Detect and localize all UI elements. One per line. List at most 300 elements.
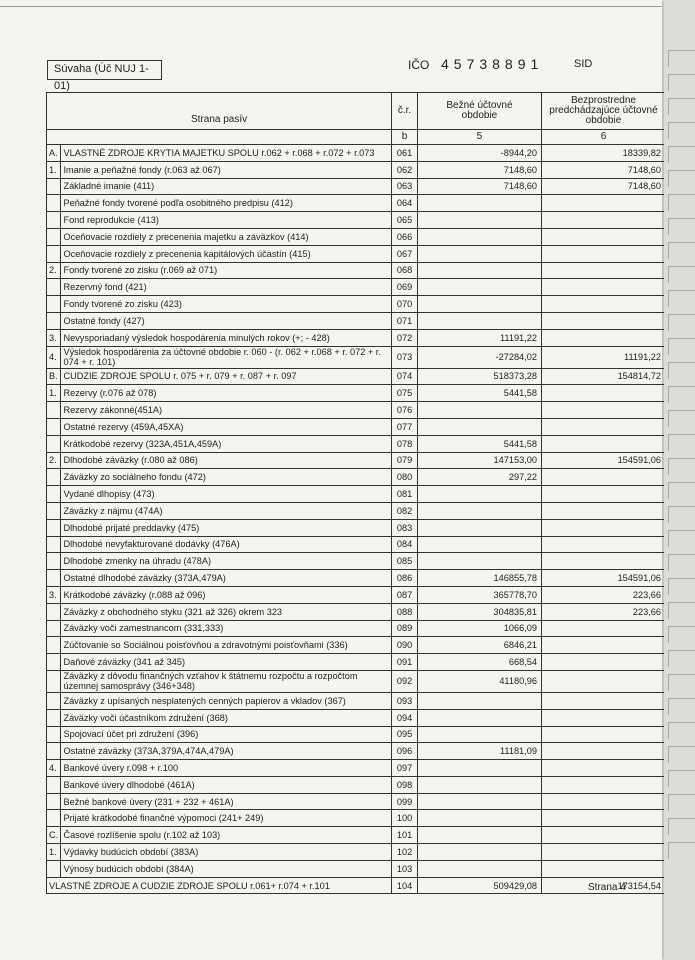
row-number: 095: [392, 726, 418, 743]
row-section: 3.: [47, 586, 61, 603]
row-description: Záväzky voči zamestnancom (331,333): [61, 620, 392, 637]
table-row: [47, 860, 666, 877]
row-previous-value: [541, 262, 665, 279]
row-number: 097: [392, 760, 418, 777]
liabilities-table: [46, 92, 666, 894]
row-section: [47, 502, 61, 519]
row-number: 069: [392, 279, 418, 296]
adjacent-page-cell: [668, 386, 695, 403]
row-previous-value: [541, 760, 665, 777]
row-current-value: 365778,70: [417, 586, 541, 603]
row-section: [47, 486, 61, 503]
row-number: 070: [392, 296, 418, 313]
row-section: [47, 195, 61, 212]
row-previous-value: [541, 329, 665, 346]
row-section: [47, 469, 61, 486]
adjacent-page-cell: [668, 698, 695, 715]
col-header-previous-period: Bezprostredne predchádzajúce účtovné obdobie: [541, 93, 665, 130]
adjacent-page-cell: [668, 554, 695, 571]
adjacent-page-cell: [668, 98, 695, 115]
row-description: Prijaté krátkodobé finančné výpomoci (241+ 249): [61, 810, 392, 827]
row-description: Fondy tvorené zo zisku (423): [61, 296, 392, 313]
row-number: 103: [392, 860, 418, 877]
row-previous-value: [541, 502, 665, 519]
row-previous-value: 18339,82: [541, 145, 665, 162]
adjacent-page-cell: [668, 794, 695, 811]
row-section: [47, 402, 61, 419]
row-number: 072: [392, 329, 418, 346]
table-row: [47, 296, 666, 313]
sid-label: SID: [574, 58, 593, 70]
row-current-value: -8944,20: [417, 145, 541, 162]
row-section: 1.: [47, 385, 61, 402]
row-section: [47, 860, 61, 877]
table-row: [47, 827, 666, 844]
row-previous-value: 154591,06: [541, 452, 665, 469]
row-number: 091: [392, 654, 418, 671]
table-row: [47, 692, 666, 709]
row-section: [47, 692, 61, 709]
row-previous-value: [541, 195, 665, 212]
table-row: [47, 654, 666, 671]
row-previous-value: 154814,72: [541, 368, 665, 385]
row-previous-value: [541, 435, 665, 452]
row-previous-value: [541, 654, 665, 671]
row-section: [47, 654, 61, 671]
table-row: [47, 435, 666, 452]
adjacent-page-cell: [668, 746, 695, 763]
row-previous-value: [541, 212, 665, 229]
row-section: [47, 435, 61, 452]
row-previous-value: [541, 670, 665, 692]
row-number: 098: [392, 776, 418, 793]
adjacent-page-cell: [668, 410, 695, 427]
row-number: 079: [392, 452, 418, 469]
row-section: [47, 553, 61, 570]
row-section: [47, 212, 61, 229]
row-current-value: [417, 844, 541, 861]
row-section: 1.: [47, 844, 61, 861]
row-number: 102: [392, 844, 418, 861]
row-number: 080: [392, 469, 418, 486]
row-previous-value: [541, 312, 665, 329]
adjacent-page-cell: [668, 218, 695, 235]
sub-header-current: 5: [417, 130, 541, 145]
row-current-value: [417, 195, 541, 212]
row-number: 075: [392, 385, 418, 402]
table-row: [47, 368, 666, 385]
table-row: [47, 810, 666, 827]
row-current-value: 668,54: [417, 654, 541, 671]
table-row: [47, 502, 666, 519]
adjacent-page-cell: [668, 338, 695, 355]
row-section: B.: [47, 368, 61, 385]
table-row: [47, 402, 666, 419]
row-description: Rezervy zákonné(451A): [61, 402, 392, 419]
row-previous-value: 223,66: [541, 586, 665, 603]
row-previous-value: [541, 810, 665, 827]
row-current-value: [417, 312, 541, 329]
row-current-value: [417, 860, 541, 877]
adjacent-page-cell: [668, 290, 695, 307]
table-row: [47, 418, 666, 435]
row-description: Fondy tvorené zo zisku (r.069 až 071): [61, 262, 392, 279]
sub-header-row-number: b: [392, 130, 418, 145]
row-number: 078: [392, 435, 418, 452]
table-row: [47, 145, 666, 162]
row-current-value: 7148,60: [417, 178, 541, 195]
row-section: [47, 709, 61, 726]
row-description: Krátkodobé záväzky (r.088 až 096): [61, 586, 392, 603]
row-section: 1.: [47, 161, 61, 178]
row-description: Spojovací účet pri združení (396): [61, 726, 392, 743]
row-description: Výdavky budúcich období (383A): [61, 844, 392, 861]
row-section: [47, 279, 61, 296]
table-row: [47, 346, 666, 368]
table-row: [47, 312, 666, 329]
table-row: [47, 637, 666, 654]
row-section: 4.: [47, 760, 61, 777]
row-current-value: 7148,60: [417, 161, 541, 178]
table-row: [47, 743, 666, 760]
table-row: [47, 486, 666, 503]
row-number: 083: [392, 519, 418, 536]
total-previous: 173154,54: [541, 877, 665, 894]
row-section: A.: [47, 145, 61, 162]
ico-value: 45738891: [441, 56, 544, 72]
row-description: Vydané dlhopisy (473): [61, 486, 392, 503]
row-current-value: [417, 279, 541, 296]
row-number: 092: [392, 670, 418, 692]
row-current-value: [417, 418, 541, 435]
adjacent-page-cell: [668, 50, 695, 67]
row-description: Dlhodobé prijaté preddavky (475): [61, 519, 392, 536]
row-section: [47, 519, 61, 536]
row-number: 082: [392, 502, 418, 519]
row-previous-value: [541, 519, 665, 536]
row-description: CUDZIE ZDROJE SPOLU r. 075 + r. 079 + r. 087 + r. 097: [61, 368, 392, 385]
adjacent-page-cell: [668, 146, 695, 163]
row-number: 077: [392, 418, 418, 435]
table-row: [47, 469, 666, 486]
table-row: [47, 262, 666, 279]
total-current: 509429,08: [417, 877, 541, 894]
row-number: 071: [392, 312, 418, 329]
row-section: [47, 245, 61, 262]
table-row: [47, 726, 666, 743]
row-previous-value: [541, 402, 665, 419]
row-current-value: [417, 212, 541, 229]
row-description: Rezervný fond (421): [61, 279, 392, 296]
table-row: [47, 228, 666, 245]
table-row: [47, 519, 666, 536]
adjacent-page-cell: [668, 314, 695, 331]
row-number: 066: [392, 228, 418, 245]
row-current-value: [417, 810, 541, 827]
row-description: Výsledok hospodárenia za účtovné obdobie r. 060 - (r. 062 + r.068 + r. 072 + r. 074 + r. 101): [61, 346, 392, 368]
table-row: [47, 586, 666, 603]
table-row: [47, 245, 666, 262]
row-number: 067: [392, 245, 418, 262]
adjacent-page-cell: [668, 242, 695, 259]
row-number: 093: [392, 692, 418, 709]
row-current-value: 146855,78: [417, 570, 541, 587]
adjacent-page-cell: [668, 506, 695, 523]
row-section: 4.: [47, 346, 61, 368]
row-number: 076: [392, 402, 418, 419]
row-number: 061: [392, 145, 418, 162]
row-section: [47, 810, 61, 827]
row-current-value: [417, 760, 541, 777]
row-section: C.: [47, 827, 61, 844]
row-number: 089: [392, 620, 418, 637]
table-row: [47, 329, 666, 346]
row-previous-value: 7148,60: [541, 161, 665, 178]
row-current-value: 147153,00: [417, 452, 541, 469]
row-section: [47, 178, 61, 195]
row-current-value: [417, 296, 541, 313]
row-current-value: [417, 776, 541, 793]
row-previous-value: [541, 860, 665, 877]
row-description: Rezervy (r.076 až 078): [61, 385, 392, 402]
col-header-description: Strana pasív: [47, 93, 392, 130]
row-previous-value: [541, 793, 665, 810]
total-description: VLASTNÉ ZDROJE A CUDZIE ZDROJE SPOLU r.061+ r.074 + r.101: [47, 877, 392, 894]
table-row: [47, 709, 666, 726]
row-current-value: [417, 793, 541, 810]
row-description: Krátkodobé rezervy (323A,451A,459A): [61, 435, 392, 452]
row-section: [47, 620, 61, 637]
row-previous-value: [541, 486, 665, 503]
adjacent-page-cell: [668, 266, 695, 283]
table-body: [47, 145, 666, 878]
row-description: Bankové úvery r.098 + r.100: [61, 760, 392, 777]
row-previous-value: 223,66: [541, 603, 665, 620]
row-section: [47, 793, 61, 810]
table-row: [47, 279, 666, 296]
row-description: Dlhodobé nevyfakturované dodávky (476A): [61, 536, 392, 553]
row-number: 081: [392, 486, 418, 503]
row-number: 096: [392, 743, 418, 760]
ico-label: IČO: [408, 58, 430, 72]
row-current-value: 1066,09: [417, 620, 541, 637]
row-section: 2.: [47, 262, 61, 279]
row-previous-value: [541, 692, 665, 709]
row-current-value: [417, 245, 541, 262]
table-row: [47, 603, 666, 620]
table-row: [47, 776, 666, 793]
row-number: 074: [392, 368, 418, 385]
row-description: Záväzky zo sociálneho fondu (472): [61, 469, 392, 486]
row-description: Výnosy budúcich období (384A): [61, 860, 392, 877]
row-description: Ostatné dlhodobé záväzky (373A,479A): [61, 570, 392, 587]
row-current-value: [417, 726, 541, 743]
row-previous-value: [541, 620, 665, 637]
row-previous-value: [541, 553, 665, 570]
row-previous-value: 154591,06: [541, 570, 665, 587]
table-row: [47, 536, 666, 553]
adjacent-page-cell: [668, 434, 695, 451]
row-previous-value: [541, 536, 665, 553]
adjacent-page-cell: [668, 674, 695, 691]
table-row-total: [47, 877, 666, 894]
row-description: Ostatné záväzky (373A,379A,474A,479A): [61, 743, 392, 760]
adjacent-page-cell: [668, 530, 695, 547]
row-previous-value: [541, 279, 665, 296]
adjacent-page-cell: [668, 722, 695, 739]
row-current-value: 11191,22: [417, 329, 541, 346]
row-current-value: 6846,21: [417, 637, 541, 654]
adjacent-page-cell: [668, 194, 695, 211]
row-current-value: 41180,96: [417, 670, 541, 692]
row-section: [47, 228, 61, 245]
adjacent-page-cell: [668, 818, 695, 835]
row-section: 2.: [47, 452, 61, 469]
row-current-value: [417, 709, 541, 726]
adjacent-page-cell: [668, 602, 695, 619]
table-row: [47, 793, 666, 810]
table-row: [47, 385, 666, 402]
row-number: 062: [392, 161, 418, 178]
table-row: [47, 670, 666, 692]
row-description: Bankové úvery dlhodobé (461A): [61, 776, 392, 793]
row-description: Imanie a peňažné fondy (r.063 až 067): [61, 161, 392, 178]
row-section: [47, 637, 61, 654]
row-description: Záväzky z obchodného styku (321 až 326) okrem 323: [61, 603, 392, 620]
row-current-value: 518373,28: [417, 368, 541, 385]
col-header-row-number: č.r.: [392, 93, 418, 130]
table-row: [47, 760, 666, 777]
row-previous-value: [541, 776, 665, 793]
row-description: Základné imanie (411): [61, 178, 392, 195]
row-description: Nevysporiadaný výsledok hospodárenia minulých rokov (+; - 428): [61, 329, 392, 346]
adjacent-page-cell: [668, 626, 695, 643]
row-section: [47, 776, 61, 793]
row-description: Ostatné fondy (427): [61, 312, 392, 329]
table-row: [47, 195, 666, 212]
row-previous-value: [541, 743, 665, 760]
row-previous-value: [541, 228, 665, 245]
row-previous-value: [541, 385, 665, 402]
row-current-value: [417, 402, 541, 419]
row-previous-value: [541, 469, 665, 486]
table-row: [47, 620, 666, 637]
row-description: Dlhodobé zmenky na úhradu (478A): [61, 553, 392, 570]
row-section: [47, 418, 61, 435]
row-previous-value: [541, 726, 665, 743]
table-row: [47, 212, 666, 229]
table-row: [47, 178, 666, 195]
page-number: Strana 4: [588, 882, 626, 893]
row-section: [47, 570, 61, 587]
row-section: [47, 743, 61, 760]
row-previous-value: [541, 637, 665, 654]
row-section: [47, 536, 61, 553]
row-current-value: 5441,58: [417, 385, 541, 402]
table-row: [47, 570, 666, 587]
row-current-value: [417, 519, 541, 536]
adjacent-page-cell: [668, 770, 695, 787]
row-number: 084: [392, 536, 418, 553]
row-current-value: [417, 228, 541, 245]
row-current-value: [417, 486, 541, 503]
table-row: [47, 161, 666, 178]
row-description: Záväzky voči účastníkom združení (368): [61, 709, 392, 726]
adjacent-page-cell: [668, 362, 695, 379]
row-current-value: 297,22: [417, 469, 541, 486]
row-description: Fond reprodukcie (413): [61, 212, 392, 229]
row-section: [47, 296, 61, 313]
table-row: [47, 452, 666, 469]
row-previous-value: [541, 245, 665, 262]
row-number: 073: [392, 346, 418, 368]
sub-header-previous: 6: [541, 130, 665, 145]
form-title: Súvaha (Úč NUJ 1-01): [47, 60, 162, 80]
adjacent-page-cell: [668, 122, 695, 139]
row-number: 094: [392, 709, 418, 726]
top-rule: [0, 6, 662, 7]
row-number: 064: [392, 195, 418, 212]
row-section: 3.: [47, 329, 61, 346]
row-description: Daňové záväzky (341 až 345): [61, 654, 392, 671]
row-number: 063: [392, 178, 418, 195]
sub-header-description: [47, 130, 392, 145]
row-number: 065: [392, 212, 418, 229]
row-section: [47, 726, 61, 743]
row-number: 085: [392, 553, 418, 570]
adjacent-page-cell: [668, 458, 695, 475]
row-description: Časové rozlíšenie spolu (r.102 až 103): [61, 827, 392, 844]
row-number: 068: [392, 262, 418, 279]
row-current-value: [417, 262, 541, 279]
row-number: 087: [392, 586, 418, 603]
row-description: Oceňovacie rozdiely z precenenia majetku a záväzkov (414): [61, 228, 392, 245]
row-previous-value: [541, 709, 665, 726]
row-description: Dlhodobé záväzky (r.080 až 086): [61, 452, 392, 469]
row-previous-value: [541, 418, 665, 435]
row-number: 099: [392, 793, 418, 810]
row-current-value: 304835,81: [417, 603, 541, 620]
adjacent-page-cell: [668, 170, 695, 187]
row-previous-value: [541, 296, 665, 313]
row-description: Zúčtovanie so Sociálnou poisťovňou a zdravotnými poisťovňami (336): [61, 637, 392, 654]
row-current-value: [417, 536, 541, 553]
row-number: 086: [392, 570, 418, 587]
row-description: Bežné bankové úvery (231 + 232 + 461A): [61, 793, 392, 810]
row-description: VLASTNÉ ZDROJE KRYTIA MAJETKU SPOLU r.062 + r.068 + r.072 + r.073: [61, 145, 392, 162]
row-number: 100: [392, 810, 418, 827]
row-section: [47, 312, 61, 329]
row-current-value: -27284,02: [417, 346, 541, 368]
row-description: Záväzky z dôvodu finančných vzťahov k štátnemu rozpočtu a rozpočtom územnej samosprávy (346+348): [61, 670, 392, 692]
adjacent-page-cell: [668, 482, 695, 499]
adjacent-page-cell: [668, 578, 695, 595]
row-current-value: 5441,58: [417, 435, 541, 452]
row-description: Peňažné fondy tvorené podľa osobitného predpisu (412): [61, 195, 392, 212]
adjacent-page-cell: [668, 650, 695, 667]
row-current-value: [417, 827, 541, 844]
row-current-value: [417, 502, 541, 519]
row-description: Záväzky z upísaných nesplatených cenných papierov a vkladov (367): [61, 692, 392, 709]
row-description: Oceňovacie rozdiely z precenenia kapitálových účastín (415): [61, 245, 392, 262]
row-section: [47, 670, 61, 692]
adjacent-page-cell: [668, 74, 695, 91]
row-number: 101: [392, 827, 418, 844]
row-previous-value: 11191,22: [541, 346, 665, 368]
row-previous-value: [541, 844, 665, 861]
table-row: [47, 844, 666, 861]
col-header-current-period: Bežné účtovné obdobie: [417, 93, 541, 130]
